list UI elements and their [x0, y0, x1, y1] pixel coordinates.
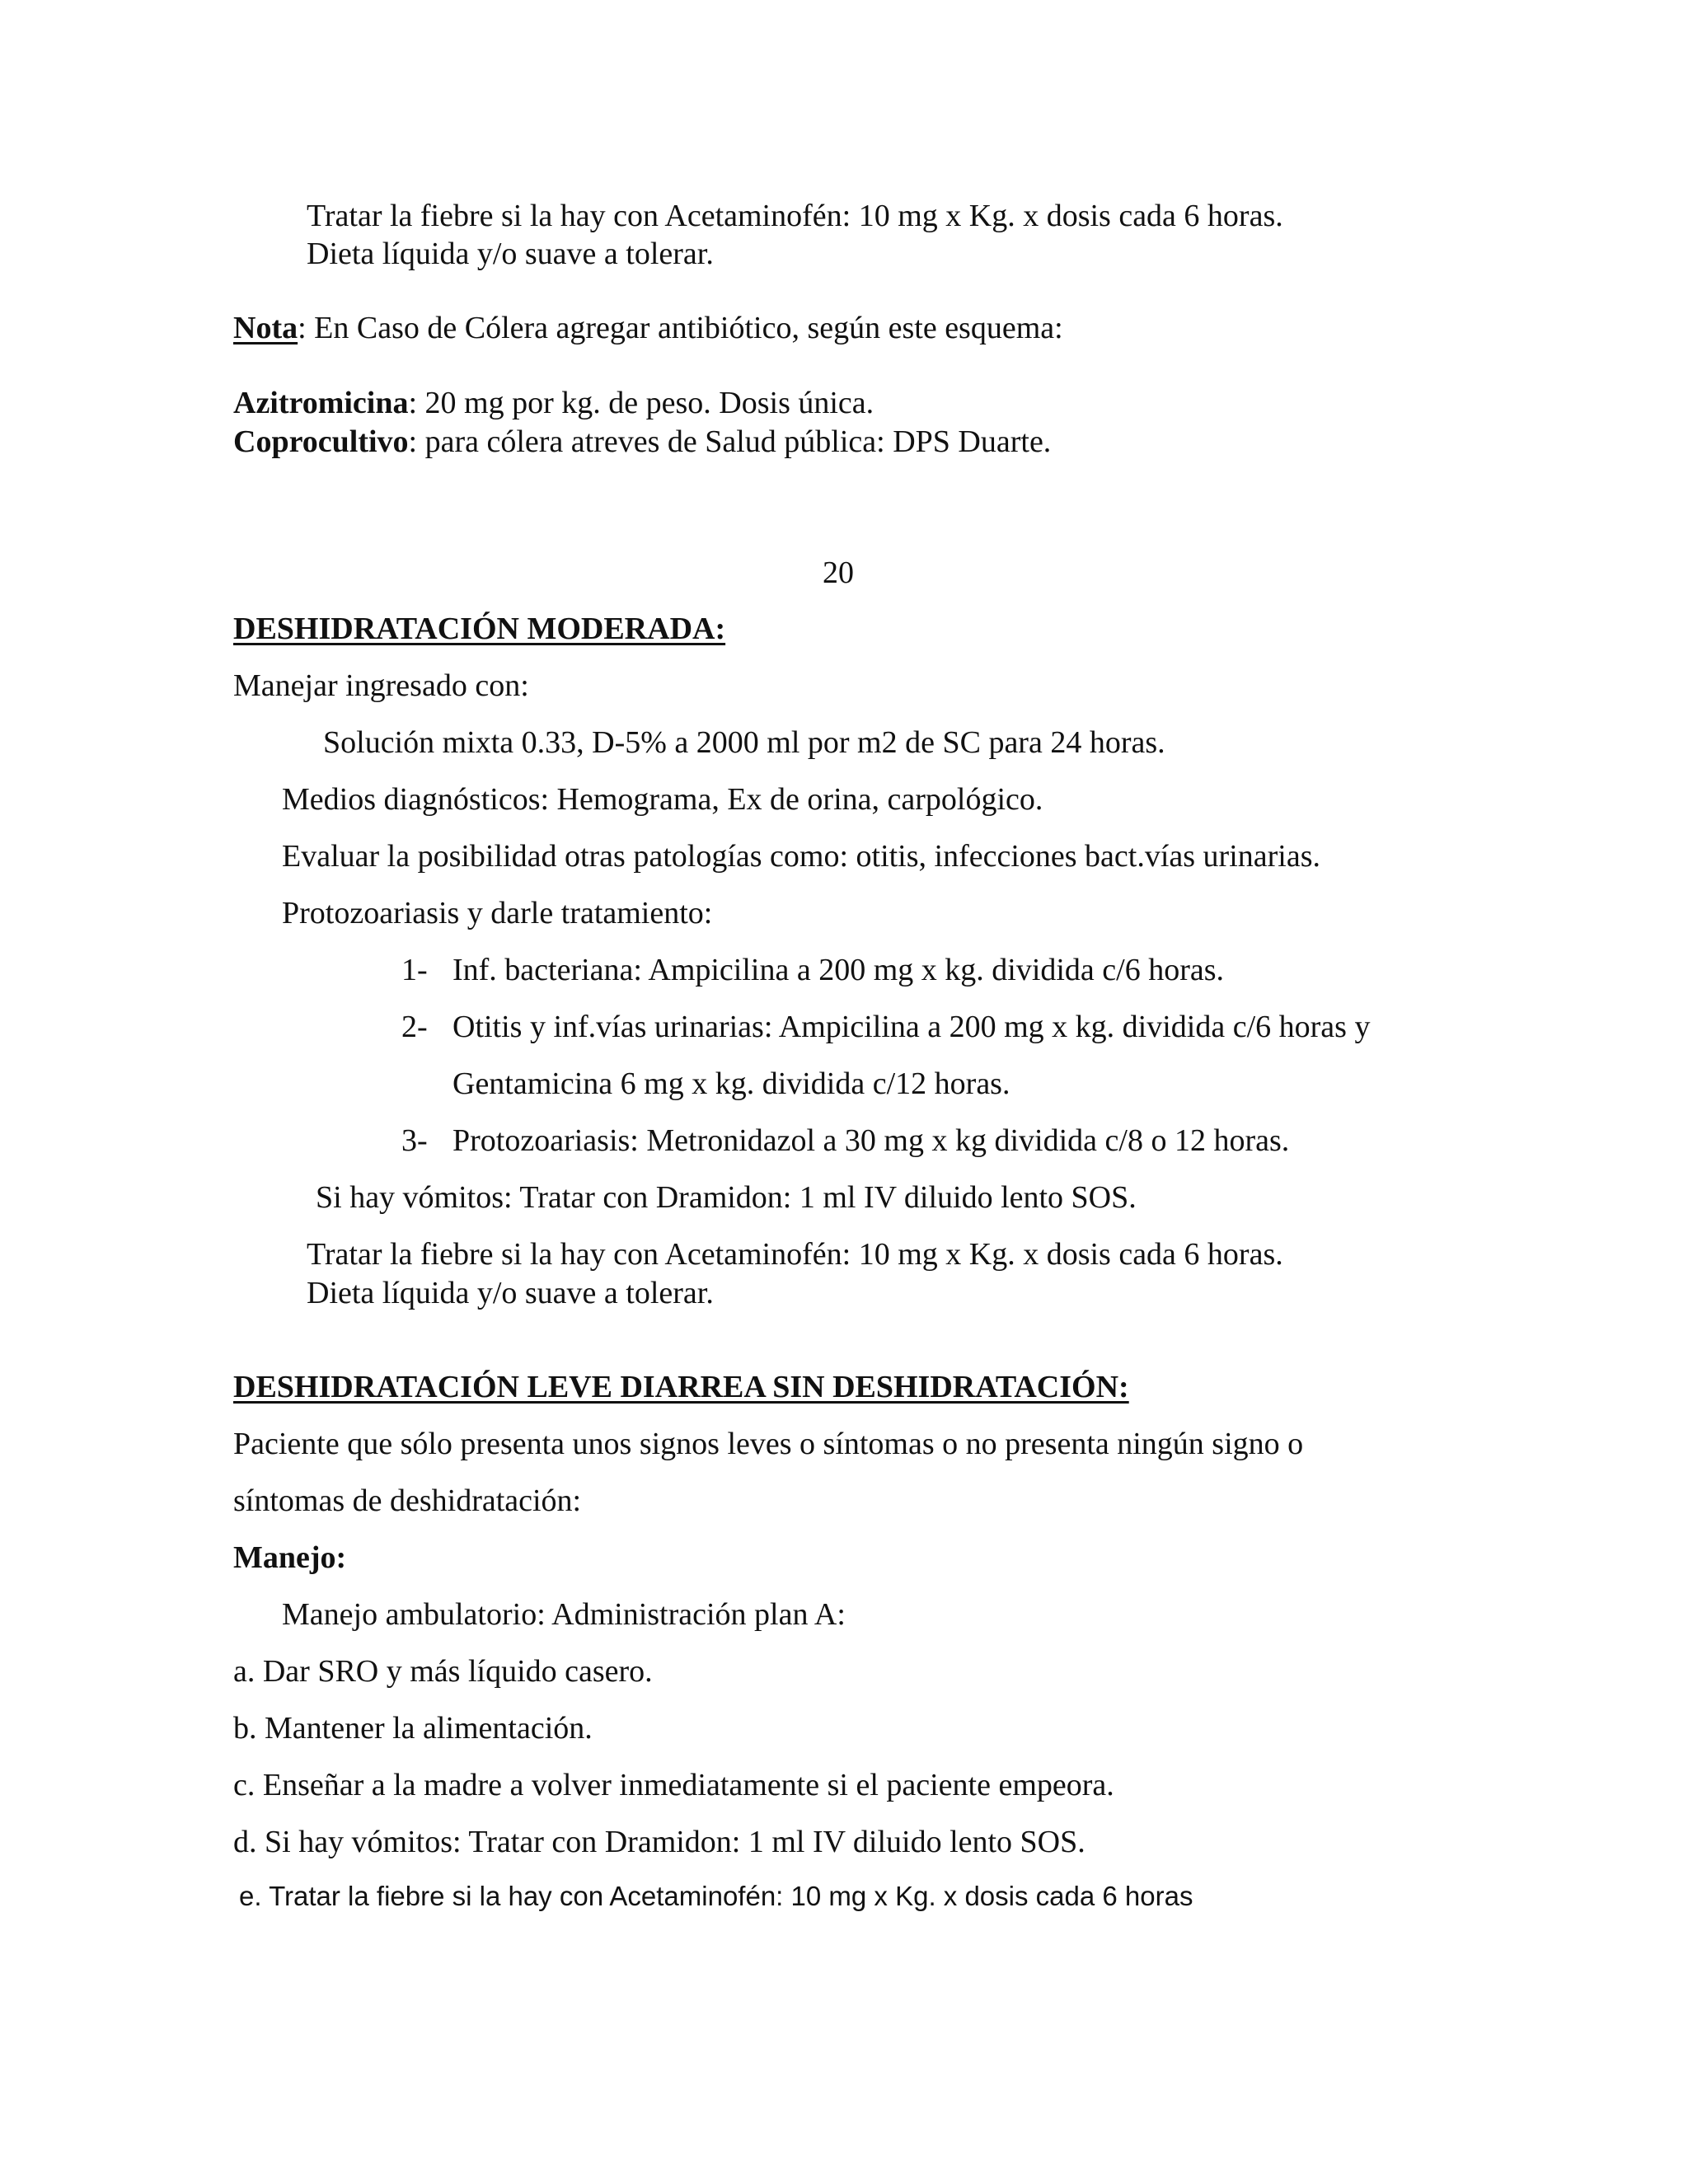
diet-instruction-top: Dieta líquida y/o suave a tolerar.: [307, 237, 714, 271]
protozoa-line: Protozoariasis y darle tratamiento:: [282, 896, 713, 930]
coprocultivo-label: Coprocultivo: [233, 424, 409, 459]
evaluate-line: Evaluar la posibilidad otras patologías como: otitis, infecciones bact.vías urinarias.: [282, 839, 1320, 874]
list-item-text: Protozoariasis: Metronidazol a 30 mg x kg dividida c/8 o 12 horas.: [452, 1123, 1290, 1158]
list-item: a. Dar SRO y más líquido casero.: [233, 1654, 653, 1689]
nota-line: [233, 312, 1063, 344]
heading-moderada: DESHIDRATACIÓN MODERADA:: [233, 612, 726, 646]
heading-leve: DESHIDRATACIÓN LEVE DIARREA SIN DESHIDRATACIÓN:: [233, 1370, 1129, 1404]
list-item: [401, 1011, 1370, 1043]
list-item: [401, 954, 1224, 986]
vomit-line: Si hay vómitos: Tratar con Dramidon: 1 ml IV diluido lento SOS.: [316, 1180, 1137, 1215]
list-item: d. Si hay vómitos: Tratar con Dramidon: 1 ml IV diluido lento SOS.: [233, 1825, 1085, 1859]
diagnostics-line: Medios diagnósticos: Hemograma, Ex de orina, carpológico.: [282, 782, 1043, 817]
list-item-continuation: Gentamicina 6 mg x kg. dividida c/12 horas.: [452, 1066, 1010, 1101]
manejo-label: Manejo:: [233, 1540, 347, 1575]
azitromicina-line: [233, 387, 874, 419]
azitromicina-label: Azitromicina: [233, 386, 409, 420]
list-item: b. Mantener la alimentación.: [233, 1711, 593, 1746]
manage-inpatient: Manejar ingresado con:: [233, 668, 529, 703]
fever-instruction-top: Tratar la fiebre si la hay con Acetaminofén: 10 mg x Kg. x dosis cada 6 horas.: [307, 199, 1283, 233]
list-item-text: Inf. bacteriana: Ampicilina a 200 mg x kg. dividida c/6 horas.: [452, 953, 1225, 987]
list-item-number: 1-: [401, 953, 428, 987]
fever-instruction-moderada: Tratar la fiebre si la hay con Acetaminofén: 10 mg x Kg. x dosis cada 6 horas.: [307, 1237, 1283, 1272]
solution-line: Solución mixta 0.33, D-5% a 2000 ml por m2 de SC para 24 horas.: [323, 725, 1165, 760]
list-item: c. Enseñar a la madre a volver inmediatamente si el paciente empeora.: [233, 1768, 1114, 1802]
leve-description-1: Paciente que sólo presenta unos signos leves o síntomas o no presenta ningún signo o: [233, 1427, 1304, 1461]
azitromicina-text: : 20 mg por kg. de peso. Dosis única.: [408, 386, 874, 420]
coprocultivo-text: : para cólera atreves de Salud pública: DPS Duarte.: [408, 424, 1052, 459]
page-number: 20: [823, 555, 854, 590]
list-item: e. Tratar la fiebre si la hay con Acetaminofén: 10 mg x Kg. x dosis cada 6 horas: [239, 1881, 1193, 1911]
list-item-text: Otitis y inf.vías urinarias: Ampicilina a 200 mg x kg. dividida c/6 horas y: [452, 1010, 1371, 1044]
leve-description-2: síntomas de deshidratación:: [233, 1483, 582, 1518]
nota-label: Nota: [233, 311, 298, 345]
list-item-number: 2-: [401, 1010, 428, 1044]
list-item-number: 3-: [401, 1123, 428, 1158]
plan-line: Manejo ambulatorio: Administración plan A:: [282, 1597, 846, 1632]
list-item: [401, 1125, 1289, 1156]
nota-text: : En Caso de Cólera agregar antibiótico, según este esquema:: [298, 311, 1063, 345]
coprocultivo-line: [233, 426, 1051, 457]
diet-instruction-moderada: Dieta líquida y/o suave a tolerar.: [307, 1276, 714, 1310]
